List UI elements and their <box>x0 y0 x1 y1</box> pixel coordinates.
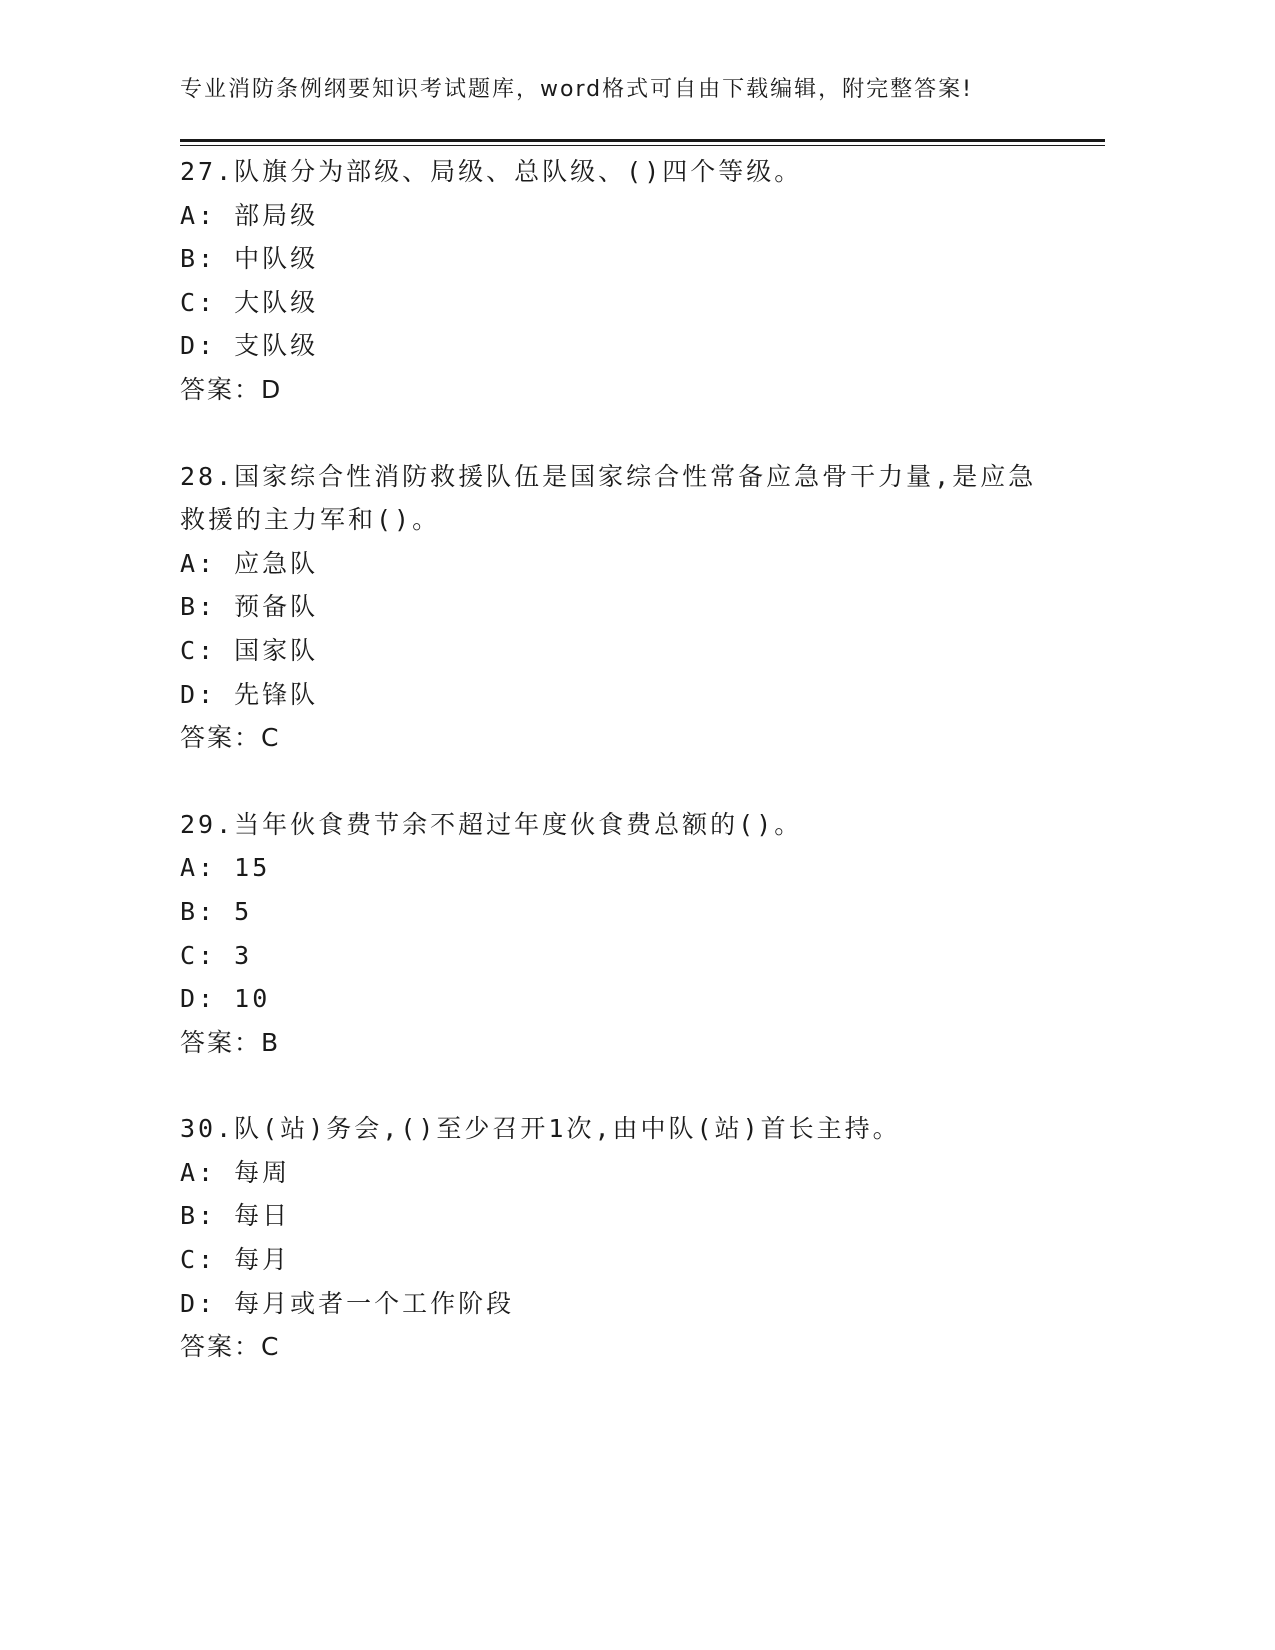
option-d: D: 先锋队 <box>180 679 319 709</box>
option-a: A: 应急队 <box>180 548 319 578</box>
option-d: D: 支队级 <box>180 331 319 361</box>
option-b: B: 5 <box>180 896 253 926</box>
document-header: 专业消防条例纲要知识考试题库，word格式可自由下载编辑，附完整答案! <box>180 77 973 102</box>
option-c: C: 国家队 <box>180 635 319 665</box>
answer-line: 答案：B <box>180 1027 281 1057</box>
header-rule-thin <box>180 145 1105 146</box>
option-c: C: 大队级 <box>180 287 319 317</box>
question-28 <box>180 455 1080 760</box>
question-stem: 29.当年伙食费节余不超过年度伙食费总额的()。 <box>180 809 803 839</box>
option-c: C: 每月 <box>180 1245 291 1275</box>
option-b: B: 预备队 <box>180 592 319 622</box>
header-rule-thick <box>180 139 1105 142</box>
question-27 <box>180 150 1080 412</box>
question-30 <box>180 1107 1080 1369</box>
option-a: A: 部局级 <box>180 200 319 230</box>
question-stem: 28.国家综合性消防救援队伍是国家综合性常备应急骨干力量,是应急 <box>180 461 1037 491</box>
answer-line: 答案：C <box>180 723 281 753</box>
option-a: A: 15 <box>180 853 271 883</box>
option-c: C: 3 <box>180 940 253 970</box>
option-b: B: 中队级 <box>180 244 319 274</box>
question-stem: 27.队旗分为部级、局级、总队级、()四个等级。 <box>180 157 803 186</box>
answer-line: 答案：D <box>180 374 283 404</box>
option-b: B: 每日 <box>180 1201 291 1231</box>
question-stem-continued: 救援的主力军和()。 <box>180 505 441 535</box>
option-d: D: 10 <box>180 984 271 1014</box>
question-29 <box>180 803 1080 1065</box>
question-stem: 30.队(站)务会,()至少召开1次,由中队(站)首长主持。 <box>180 1114 901 1144</box>
option-a: A: 每周 <box>180 1157 291 1187</box>
option-d: D: 每月或者一个工作阶段 <box>180 1288 515 1318</box>
question-list <box>180 150 1080 1412</box>
answer-line: 答案：C <box>180 1332 281 1362</box>
